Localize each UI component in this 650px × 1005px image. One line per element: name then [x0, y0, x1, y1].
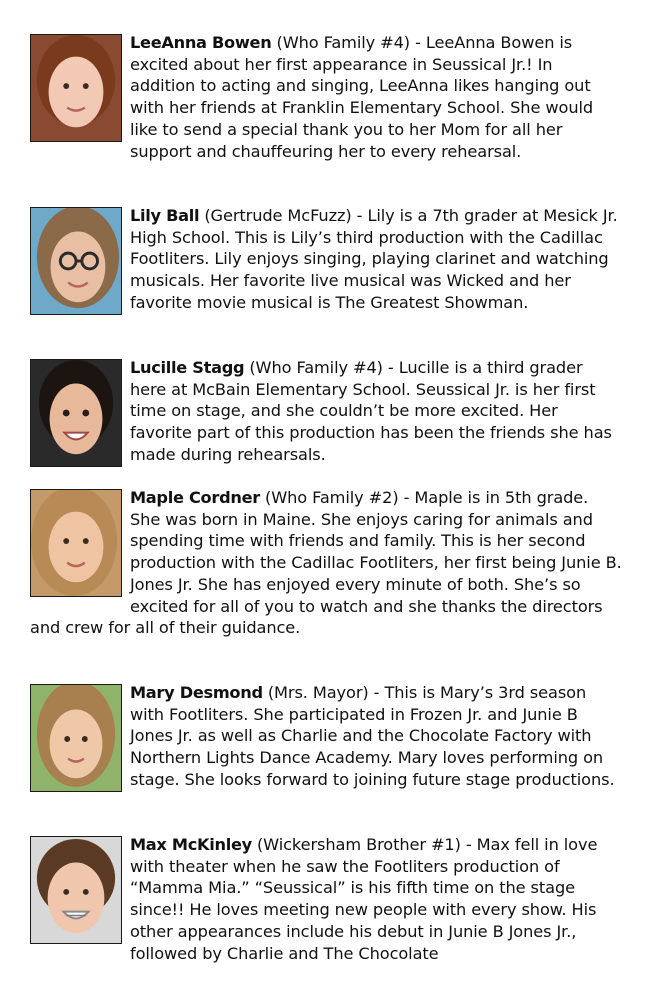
bio-role: (Mrs. Mayor) — [267, 683, 369, 702]
headshot-photo — [30, 684, 122, 792]
headshot-photo — [30, 489, 122, 597]
bio-name: LeeAnna Bowen — [130, 33, 272, 52]
bio-name: Mary Desmond — [130, 683, 263, 702]
bio-name: Lily Ball — [130, 206, 200, 225]
headshot-photo — [30, 34, 122, 142]
headshot-photo — [30, 836, 122, 944]
bio-role: (Who Family #4) — [249, 358, 383, 377]
cast-bio: Max McKinley (Wickersham Brother #1) - Max fell in love with theater when he saw the Footliters production of “Mamma Mia.” “Seussical” is his fifth time on the stage since!! He loves meeting new people with every show. His other appearances include his debut in Junie B Jones Jr., followed by Charlie and The Chocolate — [30, 834, 622, 964]
bio-text: Lily is a 7th grader at Mesick Jr. High School. This is Lily’s third production with the Cadillac Footliters. Lily enjoys singing, playing clarinet and watching musicals. Her favorite live musical was Wicked and her favorite movie musical is The Greatest Showman. — [130, 206, 618, 312]
cast-bio: Mary Desmond (Mrs. Mayor) - This is Mary’s 3rd season with Footliters. She participated in Frozen Jr. and Junie B Jones Jr. as well as Charlie and the Chocolate Factory with Northern Lights Dance Academy. Mary loves performing on stage. She looks forward to joining future stage productions. — [30, 682, 622, 792]
bio-role: (Who Family #4) — [276, 33, 411, 52]
headshot-photo — [30, 359, 122, 467]
bio-role: (Gertrude McFuzz) — [204, 206, 352, 225]
bio-role: (Who Family #2) — [265, 488, 399, 507]
bio-role: (Wickersham Brother #1) — [256, 835, 461, 854]
cast-bio: Lily Ball (Gertrude McFuzz) - Lily is a 7th grader at Mesick Jr. High School. This is Lily’s third production with the Cadillac Footliters. Lily enjoys singing, playing clarinet and watching musicals. Her favorite live musical was Wicked and her favorite movie musical is The Greatest Showman. — [30, 205, 622, 315]
cast-bio: Lucille Stagg (Who Family #4) - Lucille is a third grader here at McBain Elementary School. Seussical Jr. is her first time on stage, and she couldn’t be more excited. Her favorite part of this production has been the friends she has made during rehearsals. — [30, 357, 622, 467]
bio-name: Lucille Stagg — [130, 358, 245, 377]
cast-bio: LeeAnna Bowen (Who Family #4) - LeeAnna Bowen is excited about her first appearance in Seussical Jr.! In addition to acting and singing, LeeAnna likes hanging out with her friends at Franklin Elementary School. She would like to send a special thank you to her Mom for all her support and chauffeuring her to every rehearsal. — [30, 32, 622, 162]
bio-text: Maple is in 5th grade. She was born in Maine. She enjoys caring for animals and spending time with friends and family. This is her second production with the Cadillac Footliters, her first being Junie B. Jones Jr. She has enjoyed every minute of both. She’s so excited for all of you to watch and she thanks the directors and crew for all of their guidance. — [30, 488, 622, 638]
bio-text: This is Mary’s 3rd season with Footliters. She participated in Frozen Jr. and Junie B Jones Jr. as well as Charlie and the Chocolate Factory with Northern Lights Dance Academy. Mary loves performing on stage. She looks forward to joining future stage productions. — [130, 683, 615, 789]
headshot-photo — [30, 207, 122, 315]
bio-text: Max fell in love with theater when he saw the Footliters production of “Mamma Mia.” “Seussical” is his fifth time on the stage since!! He loves meeting new people with every show. His other appearances include his debut in Junie B Jones Jr., followed by Charlie and The Chocolate — [130, 835, 598, 963]
bio-name: Maple Cordner — [130, 488, 260, 507]
bio-text: Lucille is a third grader here at McBain Elementary School. Seussical Jr. is her first time on stage, and she couldn’t be more excited. Her favorite part of this production has been the friends she has made during rehearsals. — [130, 358, 612, 464]
bio-text: LeeAnna Bowen is excited about her first appearance in Seussical Jr.! In addition to acting and singing, LeeAnna likes hanging out with her friends at Franklin Elementary School. She would like to send a special thank you to her Mom for all her support and chauffeuring her to every rehearsal. — [130, 33, 594, 161]
bio-name: Max McKinley — [130, 835, 252, 854]
cast-bio: Maple Cordner (Who Family #2) - Maple is in 5th grade. She was born in Maine. She enjoys caring for animals and spending time with friends and family. This is her second production with the Cadillac Footliters, her first being Junie B. Jones Jr. She has enjoyed every minute of both. She’s so excited for all of you to watch and she thanks the directors and crew for all of their guidance. — [30, 488, 622, 638]
